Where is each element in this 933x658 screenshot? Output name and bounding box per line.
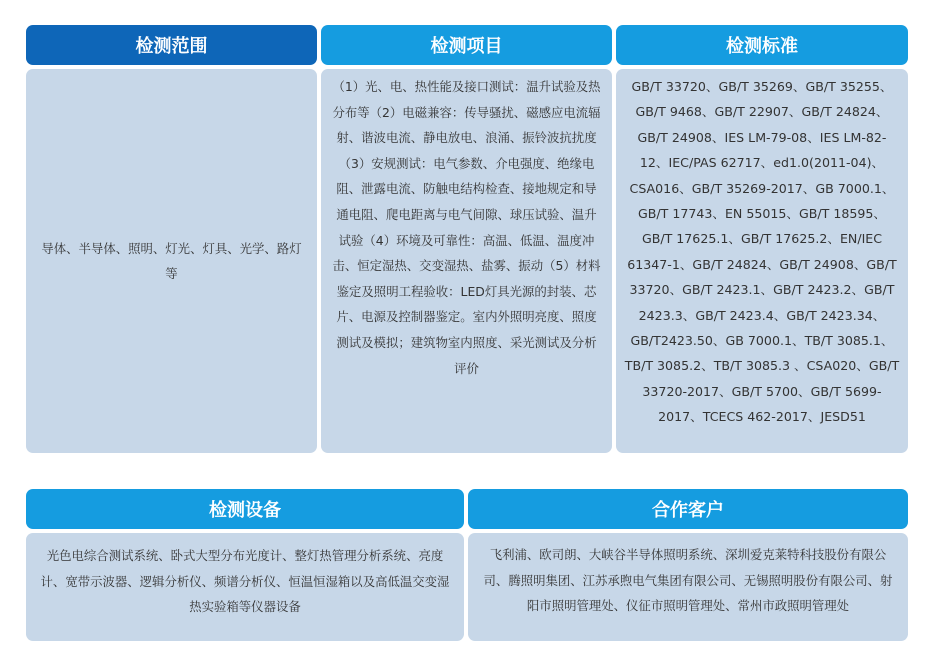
header-clients <box>468 489 908 529</box>
header-standards <box>616 25 908 65</box>
standards-text: GB/T 33720、GB/T 35269、GB/T 35255、GB/T 9468、GB/T 22907、GB/T 24824、GB/T 24908、IES LM-79-08、IES LM-82-12、IEC/PAS 62717、ed1.0(2011-04)、CSA016、GB/T 35269-2017、GB 7000.1、GB/T 17743、EN 55015、GB/T 18595、GB/T 17625.1、GB/T 17625.2、EN/IEC 61347-1、GB/T 24824、GB/T 24908、GB/T 33720、GB/T 2423.1、GB/T 2423.2、GB/T 2423.3、GB/T 2423.4、GB/T 2423.34、 GB/T2423.50、GB 7000.1、TB/T 3085.1、TB/T 3085.2、TB/T 3085.3 、CSA020、GB/T 33720-2017、GB/T 5700、GB/T 5699-2017、TCECS 462-2017、JESD51 <box>624 79 900 425</box>
header-items-label: 检测项目 <box>430 36 503 57</box>
range-text: 导体、半导体、照明、灯光、灯具、光学、路灯等 <box>41 241 302 281</box>
cell-range <box>26 69 317 453</box>
header-equipment-label: 检测设备 <box>209 500 281 521</box>
header-range <box>26 25 317 65</box>
clients-text: 飞利浦、欧司朗、大峡谷半导体照明系统、深圳爱克莱特科技股份有限公司、腾照明集团、江苏承煦电气集团有限公司、无锡照明股份有限公司、射阳市照明管理处、仪征市照明管理处、常州市政照明管理处 <box>483 547 893 614</box>
header-clients-label: 合作客户 <box>652 500 724 521</box>
header-items <box>321 25 612 65</box>
cell-clients <box>468 533 908 641</box>
cell-equipment <box>26 533 464 641</box>
cell-items <box>321 69 612 453</box>
header-equipment <box>26 489 464 529</box>
cell-standards <box>616 69 908 453</box>
header-range-label: 检测范围 <box>135 36 208 57</box>
items-text: （1）光、电、热性能及接口测试：温升试验及热分布等（2）电磁兼容：传导骚扰、磁感应电流辐射、谐波电流、静电放电、浪涌、振铃波抗扰度（3）安规测试：电气参数、介电强度、绝缘电阻、泄露电流、防触电结构检查、接地规定和导通电阻、爬电距离与电气间隙、球压试验、温升试验（4）环境及可靠性：高温、低温、温度冲击、恒定湿热、交变湿热、盐雾、振动（5）材料鉴定及照明工程验收：LED灯具光源的封装、芯片、电源及控制器鉴定。室内外照明亮度、照度测试及模拟；建筑物室内照度、采光测试及分析评价 <box>332 79 601 376</box>
equipment-text: 光色电综合测试系统、卧式大型分布光度计、整灯热管理分析系统、亮度计、宽带示波器、逻辑分析仪、频谱分析仪、恒温恒湿箱以及高低温交变湿热实验箱等仪器设备 <box>40 548 450 614</box>
header-standards-label: 检测标准 <box>726 36 798 57</box>
